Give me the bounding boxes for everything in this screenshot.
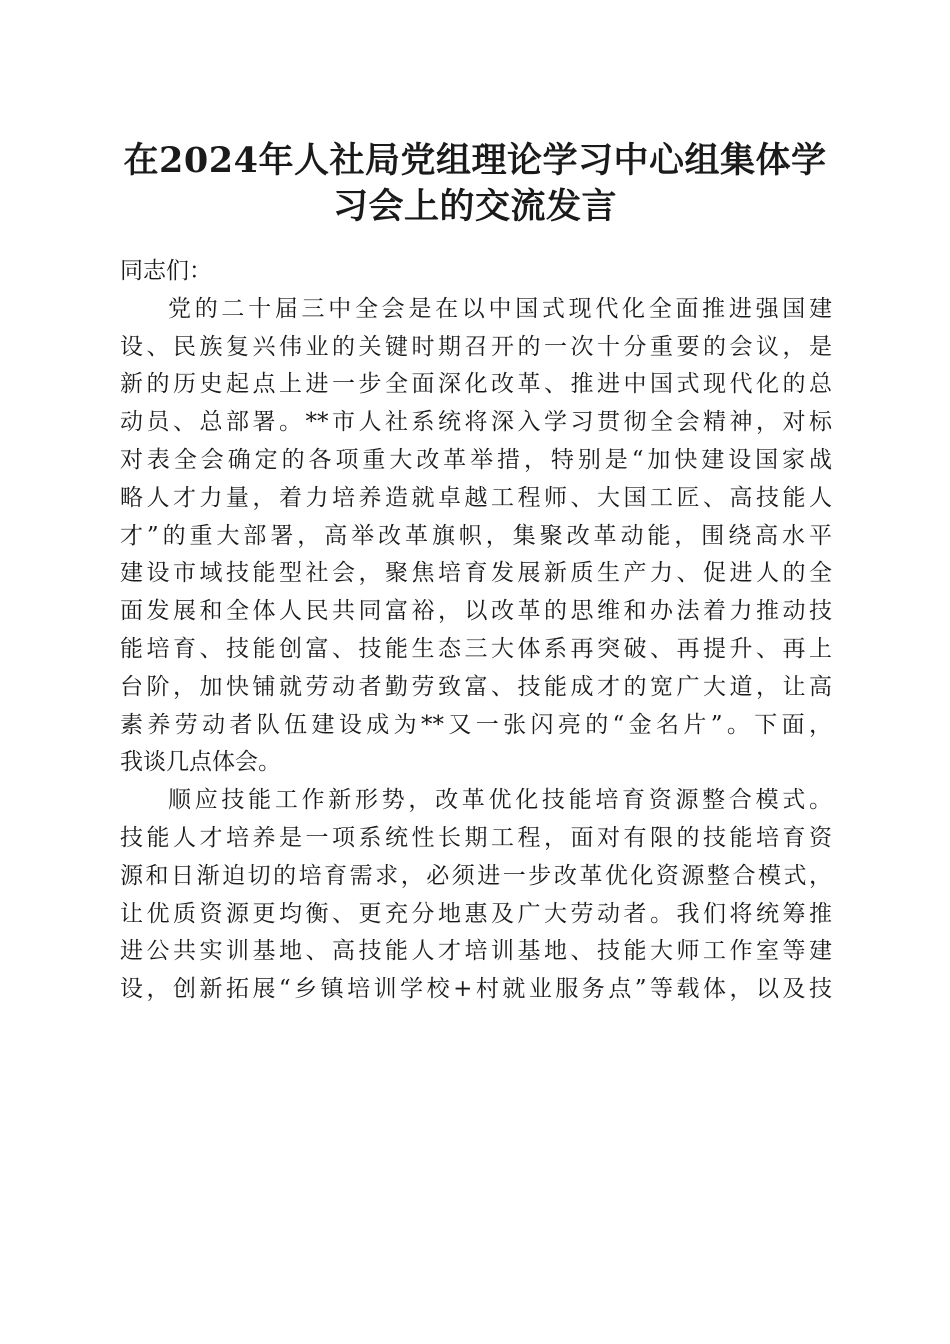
document-body [120,253,832,1009]
paragraph-line: 技能人才培养是一项系统性长期工程，面对有限的技能培育资 [120,824,832,851]
paragraph-line: 台阶，加快铺就劳动者勤劳致富、技能成才的宽广大道，让高 [120,673,832,700]
paragraph-1 [120,291,832,782]
paragraph-line: 素养劳动者队伍建设成为**又一张闪亮的“金名片”。下面， [120,711,832,738]
paragraph-line: 进公共实训基地、高技能人才培训基地、技能大师工作室等建 [120,938,832,965]
title-line-1: 在2024年人社局党组理论学习中心组集体学 [123,140,827,181]
paragraph-line: 面发展和全体人民共同富裕，以改革的思维和办法着力推动技 [120,598,832,625]
title-line-2: 习会上的交流发言 [332,186,617,227]
paragraph-line: 能培育、技能创富、技能生态三大体系再突破、再提升、再上 [120,635,832,662]
paragraph-line: 设，创新拓展“乡镇培训学校+村就业服务点”等载体，以及技 [120,976,832,1003]
paragraph-line: 才”的重大部署，高举改革旗帜，集聚改革动能，围绕高水平 [120,522,832,549]
salutation: 同志们： [120,258,212,284]
document-title [110,138,840,230]
paragraph-line: 新的历史起点上进一步全面深化改革、推进中国式现代化的总 [120,371,832,398]
paragraph-line: 略人才力量，着力培养造就卓越工程师、大国工匠、高技能人 [120,484,832,511]
paragraph-line: 让优质资源更均衡、更充分地惠及广大劳动者。我们将统筹推 [120,900,832,927]
paragraph-line: 设、民族复兴伟业的关键时期召开的一次十分重要的会议，是 [120,333,832,360]
paragraph-line: 我谈几点体会。 [120,749,281,776]
paragraph-line: 对表全会确定的各项重大改革举措，特别是“加快建设国家战 [120,446,832,473]
paragraph-line: 源和日渐迫切的培育需求，必须进一步改革优化资源整合模式， [120,862,832,889]
paragraph-line: 顺应技能工作新形势，改革优化技能培育资源整合模式。 [168,787,832,814]
paragraph-line: 建设市域技能型社会，聚焦培育发展新质生产力、促进人的全 [120,560,832,587]
paragraph-line: 动员、总部署。**市人社系统将深入学习贯彻全会精神，对标 [120,409,832,436]
paragraph-line: 党的二十届三中全会是在以中国式现代化全面推进强国建 [168,295,832,322]
paragraph-2 [120,782,832,1009]
